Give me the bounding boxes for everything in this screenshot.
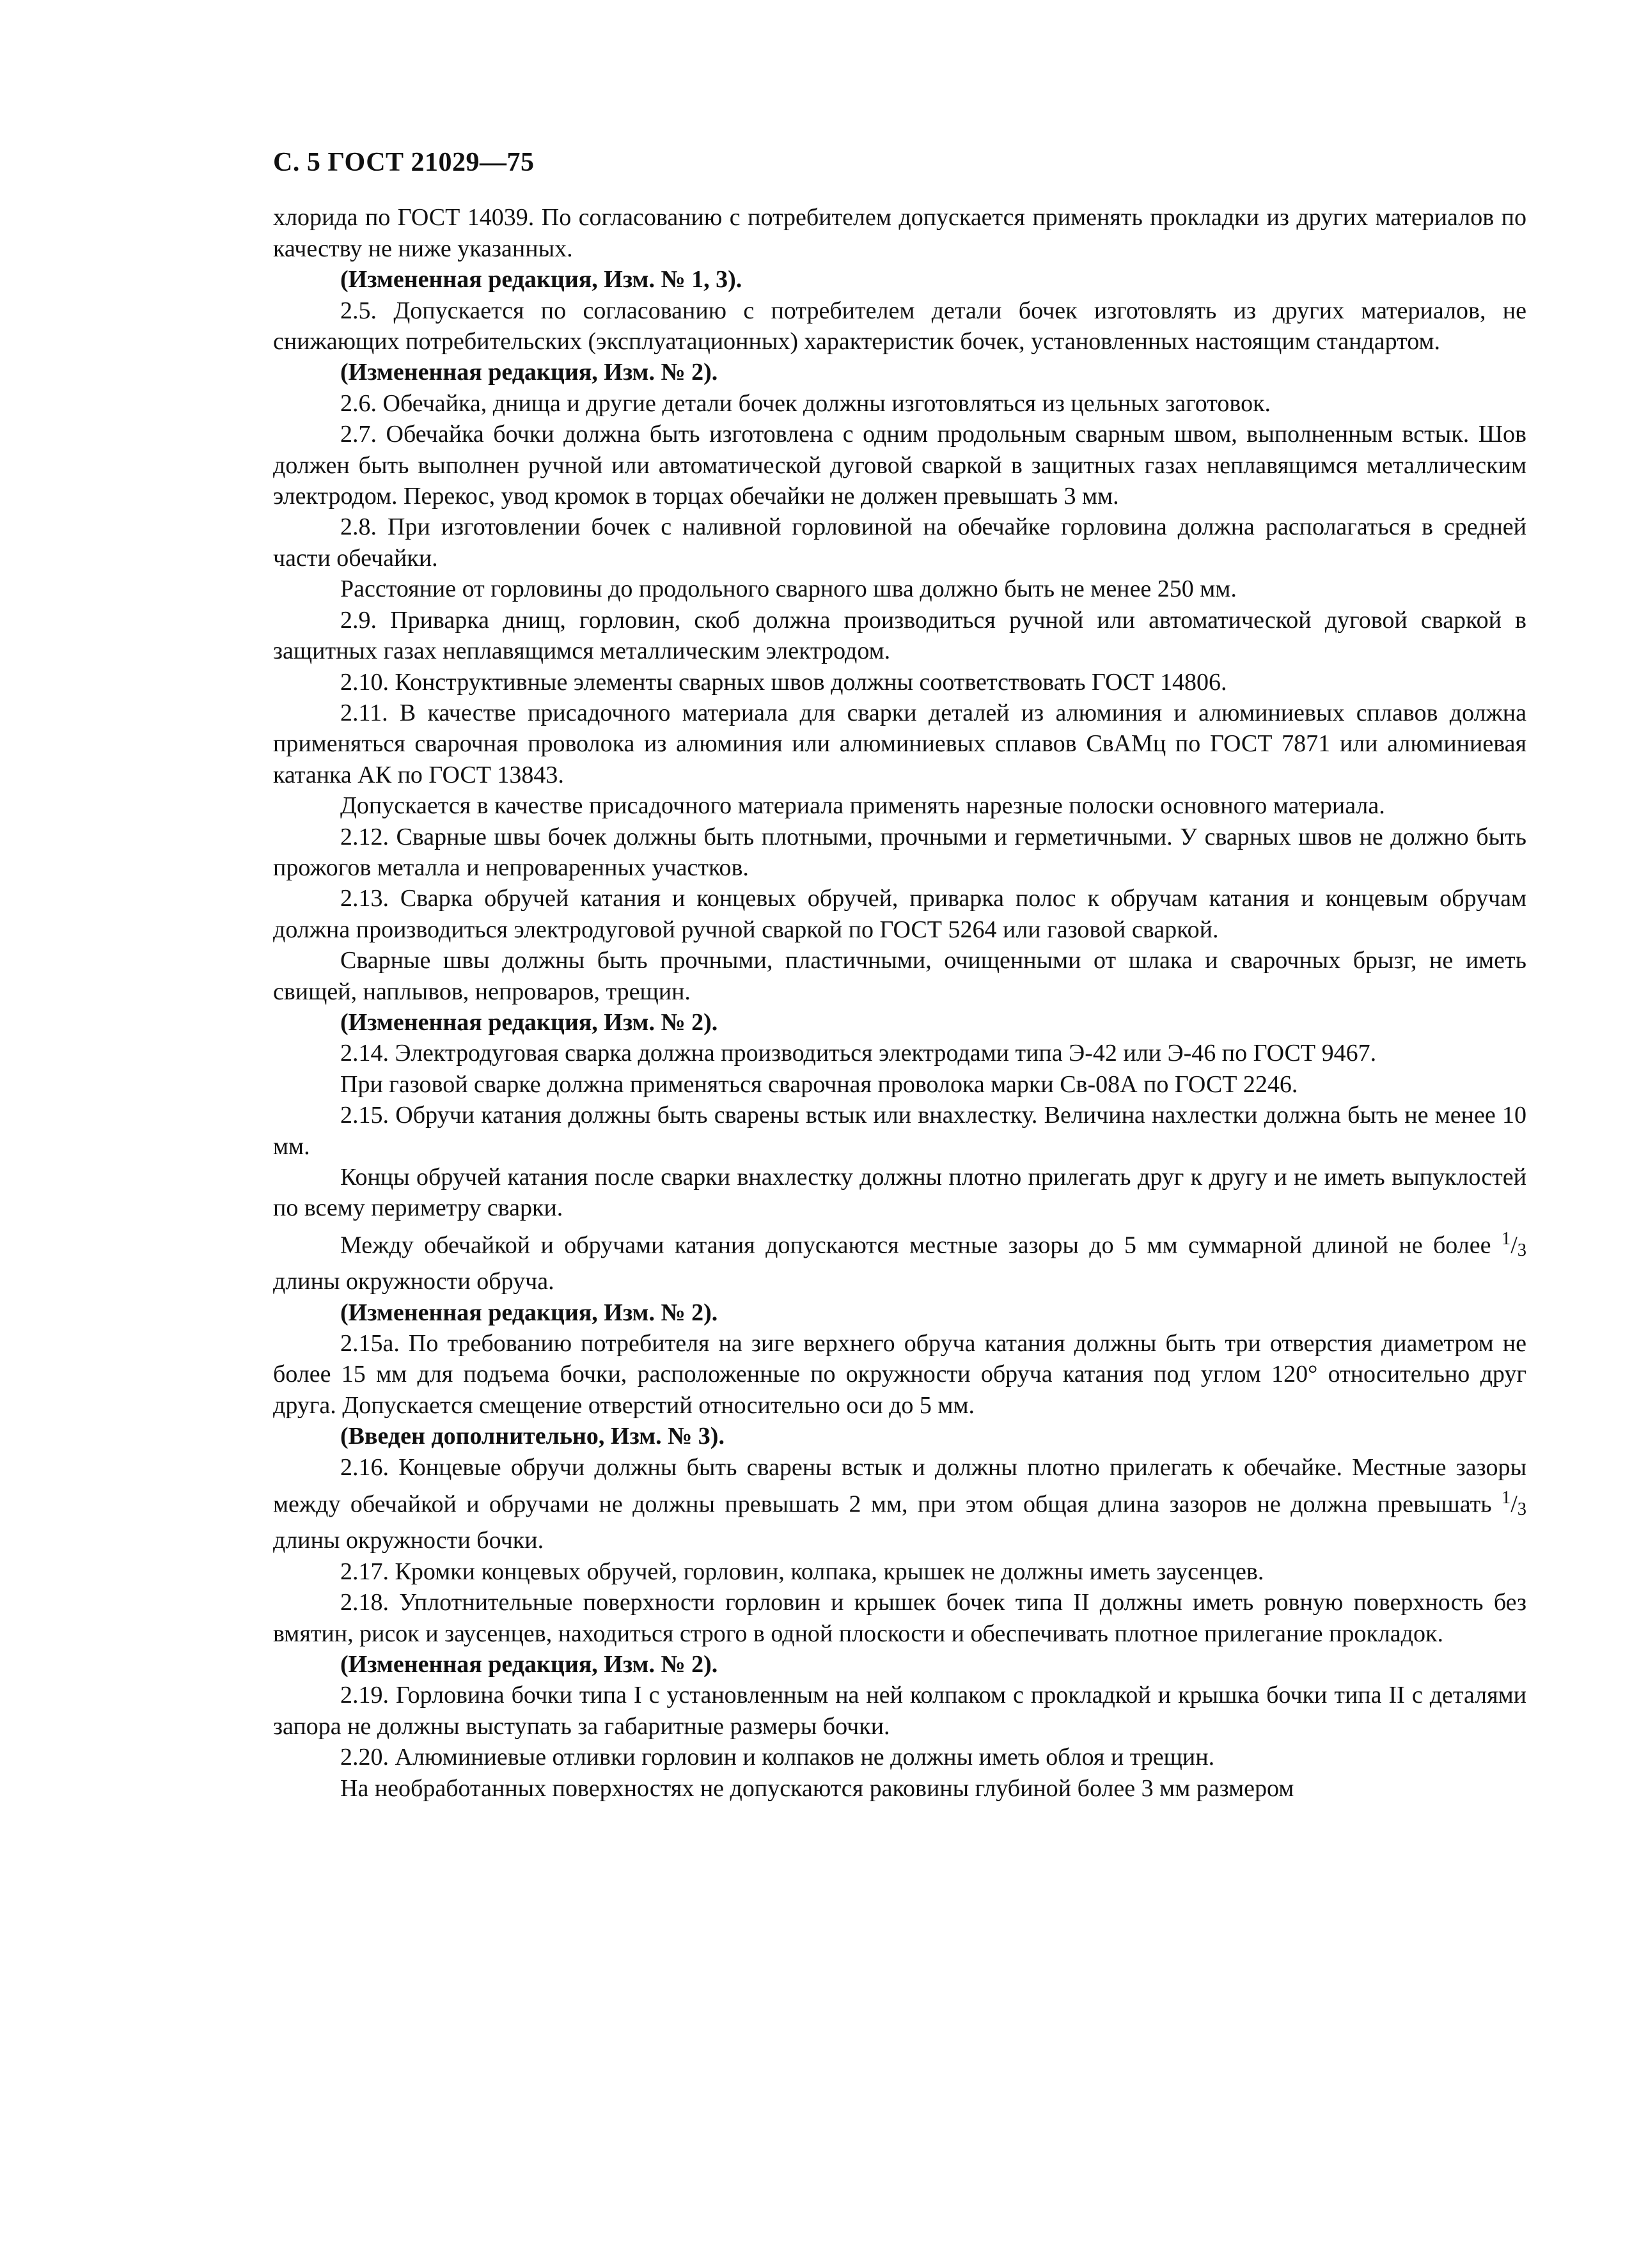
paragraph: Концы обручей катания после сварки внахлестку должны плотно прилегать друг к другу и не иметь выпуклостей по всему периметру сварки. xyxy=(273,1164,1526,1222)
paragraph: При газовой сварке должна применяться сварочная проволока марки Св-08А по ГОСТ 2246. xyxy=(340,1070,1298,1098)
text-segment: 2.16. Концевые обручи должны быть сварены встык и должны плотно прилегать к обечайке. Местные зазоры между обечайкой и обручами не должны превышать 2 мм, при этом общая длина зазоров не должна превышать xyxy=(273,1453,1526,1518)
paragraph: хлорида по ГОСТ 14039. По согласованию с потребителем допускается применять прокладки из других материалов по качеству не ниже указанных. xyxy=(273,204,1526,262)
fraction-denominator: 3 xyxy=(1517,1499,1526,1519)
paragraph-with-fraction: Между обечайкой и обручами катания допускаются местные зазоры до 5 мм суммарной длиной не более $^1$/3 длины окружности обруча. xyxy=(273,1228,1526,1295)
paragraph: Сварные швы должны быть прочными, пластичными, очищенными от шлака и сварочных брызг, не иметь свищей, наплывов, непроваров, трещин. xyxy=(273,947,1526,1005)
clause-2-14: 2.14. Электродуговая сварка должна производиться электродами типа Э-42 или Э-46 по ГОСТ 9467. xyxy=(340,1040,1377,1067)
clause-2-7: 2.7. Обечайка бочки должна быть изготовлена с одним продольным сварным швом, выполненным встык. Шов должен быть выполнен ручной или автоматической дуговой сваркой в защитных газах неплавящимся металлическим электродом. Перекос, увод кромок в торцах обечайки не должен превышать 3 мм. xyxy=(273,421,1526,510)
paragraph: Расстояние от горловины до продольного сварного шва должно быть не менее 250 мм. xyxy=(340,575,1237,603)
paragraph: Допускается в качестве присадочного материала применять нарезные полоски основного материала. xyxy=(340,792,1385,820)
text-segment: длины окружности бочки. xyxy=(273,1527,544,1554)
clause-2-8: 2.8. При изготовлении бочек с наливной горловиной на обечайке горловина должна располагаться в средней части обечайки. xyxy=(273,513,1526,572)
amendment-note: (Измененная редакция, Изм. № 2). xyxy=(340,1008,718,1036)
clause-2-5: 2.5. Допускается по согласованию с потребителем детали бочек изготовлять из других материалов, не снижающих потребительских (эксплуатационных) характеристик бочек, установленных настоящим стандартом. xyxy=(273,297,1526,356)
clause-2-16: 2.16. Концевые обручи должны быть сварены встык и должны плотно прилегать к обечайке. Местные зазоры между обечайкой и обручами не должны превышать 2 мм, при этом общая длина зазоров не должна превышать $^1$/3 длины окружности бочки. xyxy=(273,1453,1526,1554)
document-page xyxy=(273,147,1526,1804)
text-segment: Между обечайкой и обручами катания допускаются местные зазоры до 5 мм суммарной длиной не более xyxy=(340,1232,1502,1259)
page-header: С. 5 ГОСТ 21029—75 xyxy=(273,148,535,177)
clause-2-12: 2.12. Сварные швы бочек должны быть плотными, прочными и герметичными. У сварных швов не должно быть прожогов металла и непроваренных участков. xyxy=(273,823,1526,881)
clause-2-17: 2.17. Кромки концевых обручей, горловин, колпака, крышек не должны иметь заусенцев. xyxy=(340,1558,1264,1585)
paragraph: На необработанных поверхностях не допускаются раковины глубиной более 3 мм размером xyxy=(340,1774,1294,1802)
amendment-note: (Измененная редакция, Изм. № 1, 3). xyxy=(340,266,742,293)
amendment-note: (Введен дополнительно, Изм. № 3). xyxy=(340,1423,725,1450)
clause-2-19: 2.19. Горловина бочки типа I с установленным на ней колпаком с прокладкой и крышка бочки типа II с деталями запора не должны выступать за габаритные размеры бочки. xyxy=(273,1682,1526,1740)
clause-2-6: 2.6. Обечайка, днища и другие детали бочек должны изготовляться из цельных заготовок. xyxy=(340,389,1271,417)
amendment-note: (Измененная редакция, Изм. № 2). xyxy=(340,1299,718,1326)
text-segment: длины окружности обруча. xyxy=(273,1268,554,1295)
clause-2-9: 2.9. Приварка днищ, горловин, скоб должна производиться ручной или автоматической дуговой сваркой в защитных газах неплавящимся металлическим электродом. xyxy=(273,606,1526,665)
clause-2-15: 2.15. Обручи катания должны быть сварены встык или внахлестку. Величина нахлестки должна быть не менее 10 мм. xyxy=(273,1102,1526,1160)
clause-2-13: 2.13. Сварка обручей катания и концевых обручей, приварка полос к обручам катания и концевым обручам должна производиться электродуговой ручной сваркой по ГОСТ 5264 или газовой сваркой. xyxy=(273,885,1526,943)
clause-2-15a: 2.15а. По требованию потребителя на зиге верхнего обруча катания должны быть три отверстия диаметром не более 15 мм для подъема бочки, расположенные по окружности обруча катания под углом 120° относительно друг друга. Допускается смещение отверстий относительно оси до 5 мм. xyxy=(273,1329,1526,1419)
fraction-numerator: 1 xyxy=(1501,1487,1511,1508)
fraction-denominator: 3 xyxy=(1517,1240,1526,1260)
amendment-note: (Измененная редакция, Изм. № 2). xyxy=(340,1650,718,1678)
clause-2-18: 2.18. Уплотнительные поверхности горловин и крышек бочек типа II должны иметь ровную поверхность без вмятин, рисок и заусенцев, находиться строго в одной плоскости и обеспечивать плотное прилегание прокладок. xyxy=(273,1589,1526,1647)
clause-2-10: 2.10. Конструктивные элементы сварных швов должны соответствовать ГОСТ 14806. xyxy=(340,668,1227,696)
clause-2-11: 2.11. В качестве присадочного материала для сварки деталей из алюминия и алюминиевых сплавов должна применяться сварочная проволока из алюминия или алюминиевых сплавов СвАМц по ГОСТ 7871 или алюминиевая катанка АК по ГОСТ 13843. xyxy=(273,699,1526,788)
fraction-numerator: 1 xyxy=(1501,1228,1511,1249)
amendment-note: (Измененная редакция, Изм. № 2). xyxy=(340,359,718,386)
clause-2-20: 2.20. Алюминиевые отливки горловин и колпаков не должны иметь облоя и трещин. xyxy=(340,1744,1215,1771)
